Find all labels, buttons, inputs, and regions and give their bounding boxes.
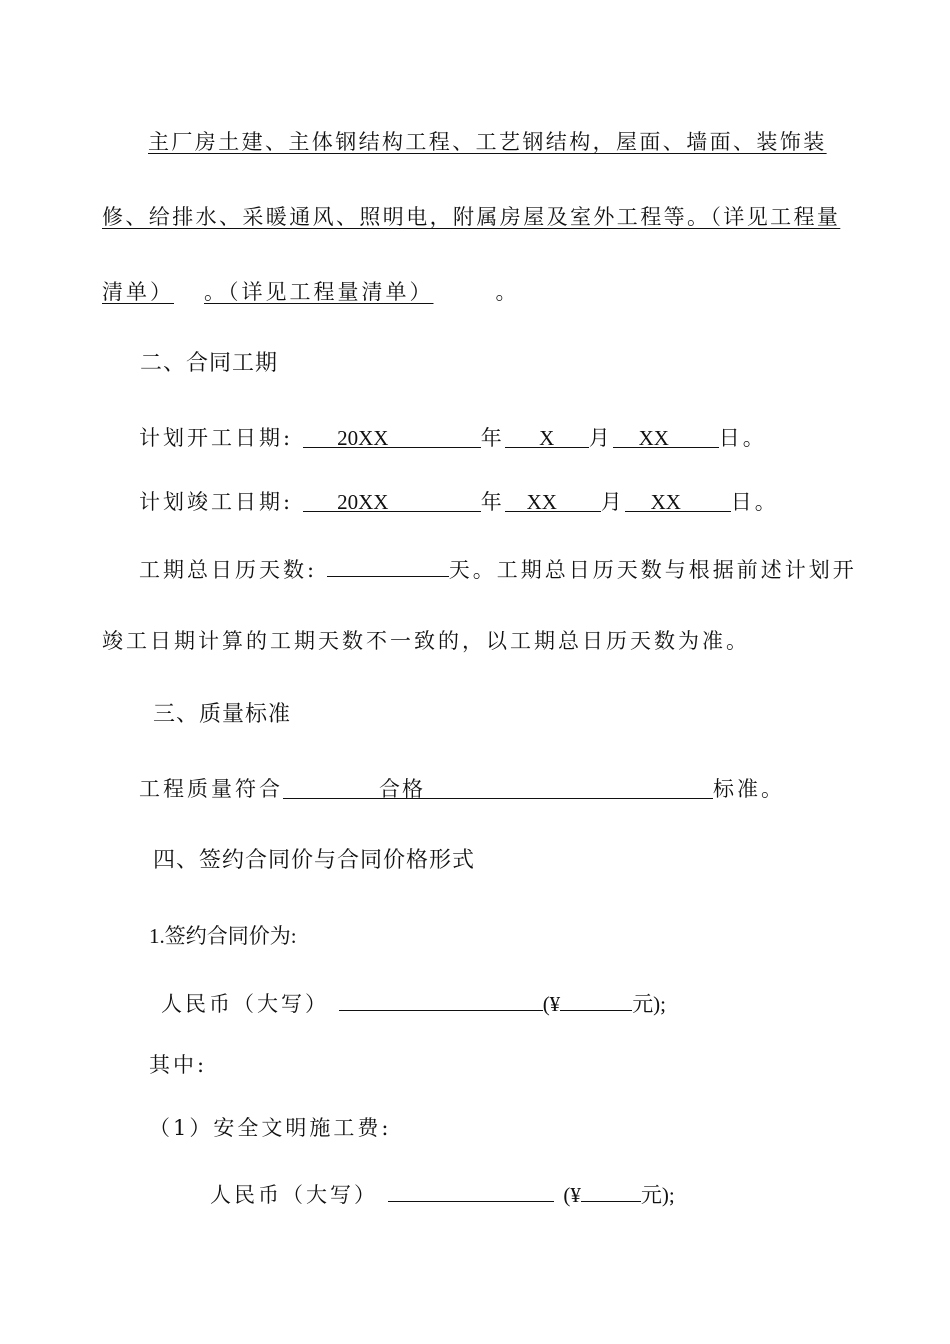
contract-price-row: 人民币（大写） (¥ 元); [161, 986, 666, 1019]
quality-standard-field[interactable]: 合格 [283, 774, 713, 799]
end-year-field[interactable]: 20XX [303, 487, 481, 512]
quality-row: 工程质量符合 合格 标准。 [139, 774, 785, 804]
scope-line-3: 清单） 。（详见工程量清单） 。 [102, 280, 520, 304]
contract-price-number-field[interactable] [560, 986, 632, 1011]
total-days-field[interactable] [327, 552, 449, 577]
section2-title: 二、合同工期 [140, 351, 279, 376]
start-year-field[interactable]: 20XX [303, 423, 481, 448]
start-month-field[interactable]: X [505, 423, 589, 448]
scope-line-1: 主厂房土建、主体钢结构工程、工艺钢结构，屋面、墙面、装饰装 [148, 130, 827, 154]
start-date-row: 计划开工日期: 20XX 年 X 月 XX 日。 [139, 423, 767, 453]
scope-line-2: 修、给排水、采暖通风、照明电，附属房屋及室外工程等。（详见工程量 [102, 205, 841, 229]
safety-fee-row: 人民币（大写） (¥ 元); [210, 1177, 675, 1210]
end-date-row: 计划竣工日期: 20XX 年 XX 月 XX 日。 [139, 487, 779, 517]
start-day-field[interactable]: XX [613, 423, 719, 448]
scope-line-3-text: 清单） 。（详见工程量清单） [102, 280, 434, 304]
safety-fee-number-field[interactable] [581, 1177, 641, 1202]
total-days-row: 工期总日历天数: 天。工期总日历天数与根据前述计划开 [139, 552, 857, 585]
section4-title: 四、签约合同价与合同价格形式 [153, 848, 476, 873]
contract-price-item: 1.签约合同价为: [149, 924, 297, 948]
safety-fee-item: （1）安全文明施工费: [149, 1116, 392, 1140]
end-day-field[interactable]: XX [625, 487, 731, 512]
end-month-field[interactable]: XX [505, 487, 601, 512]
total-days-row-2: 竣工日期计算的工期天数不一致的，以工期总日历天数为准。 [102, 629, 750, 653]
section3-title: 三、质量标准 [153, 702, 292, 727]
among-label: 其中: [149, 1053, 208, 1077]
safety-fee-words-field[interactable] [388, 1177, 554, 1202]
contract-price-words-field[interactable] [339, 986, 543, 1011]
